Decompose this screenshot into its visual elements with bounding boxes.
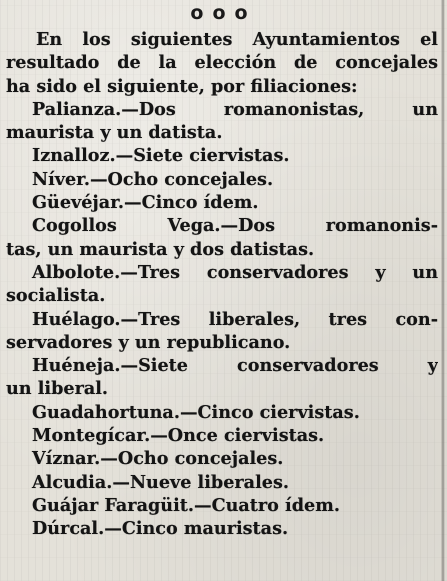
article-line: Iznalloz.—Siete ciervistas. (32, 145, 290, 167)
column-rule (441, 0, 445, 581)
article-line: Víznar.—Ocho concejales. (32, 448, 284, 470)
article-line: Níver.—Ocho concejales. (32, 168, 274, 190)
article-line: Alcudia.—Nueve liberales. (32, 471, 289, 493)
article-line: Montegícar.—Once ciervistas. (32, 425, 325, 447)
article-line: maurista y un datista. (6, 122, 223, 144)
article-line: Huélago.—Tres liberales, tres con- (32, 308, 438, 330)
article-line: socialista. (6, 285, 106, 307)
article-line: resultado de la elección de concejales (6, 52, 438, 74)
article-line: Guájar Faragüit.—Cuatro ídem. (32, 494, 340, 516)
article-line: Güevéjar.—Cinco ídem. (32, 192, 259, 214)
article-line: En los siguientes Ayuntamientos el (36, 29, 438, 50)
article-line: servadores y un republicano. (6, 331, 291, 353)
section-ornament: ooo (190, 2, 257, 24)
article-line: Huéneja.—Siete conservadores y (32, 355, 438, 377)
article-line: Albolote.—Tres conservadores y un (32, 261, 438, 283)
article-body (6, 28, 438, 541)
article-line: Cogollos Vega.—Dos romanonis- (32, 215, 438, 237)
article-line: tas, un maurista y dos datistas. (6, 238, 315, 260)
article-line: un liberal. (6, 378, 109, 400)
article-line: Palianza.—Dos romanonistas, un (32, 98, 438, 120)
article-line: Guadahortuna.—Cinco ciervistas. (32, 401, 360, 423)
article-line: Dúrcal.—Cinco mauristas. (32, 518, 289, 540)
article-line: ha sido el siguiente, por filiaciones: (6, 75, 358, 97)
